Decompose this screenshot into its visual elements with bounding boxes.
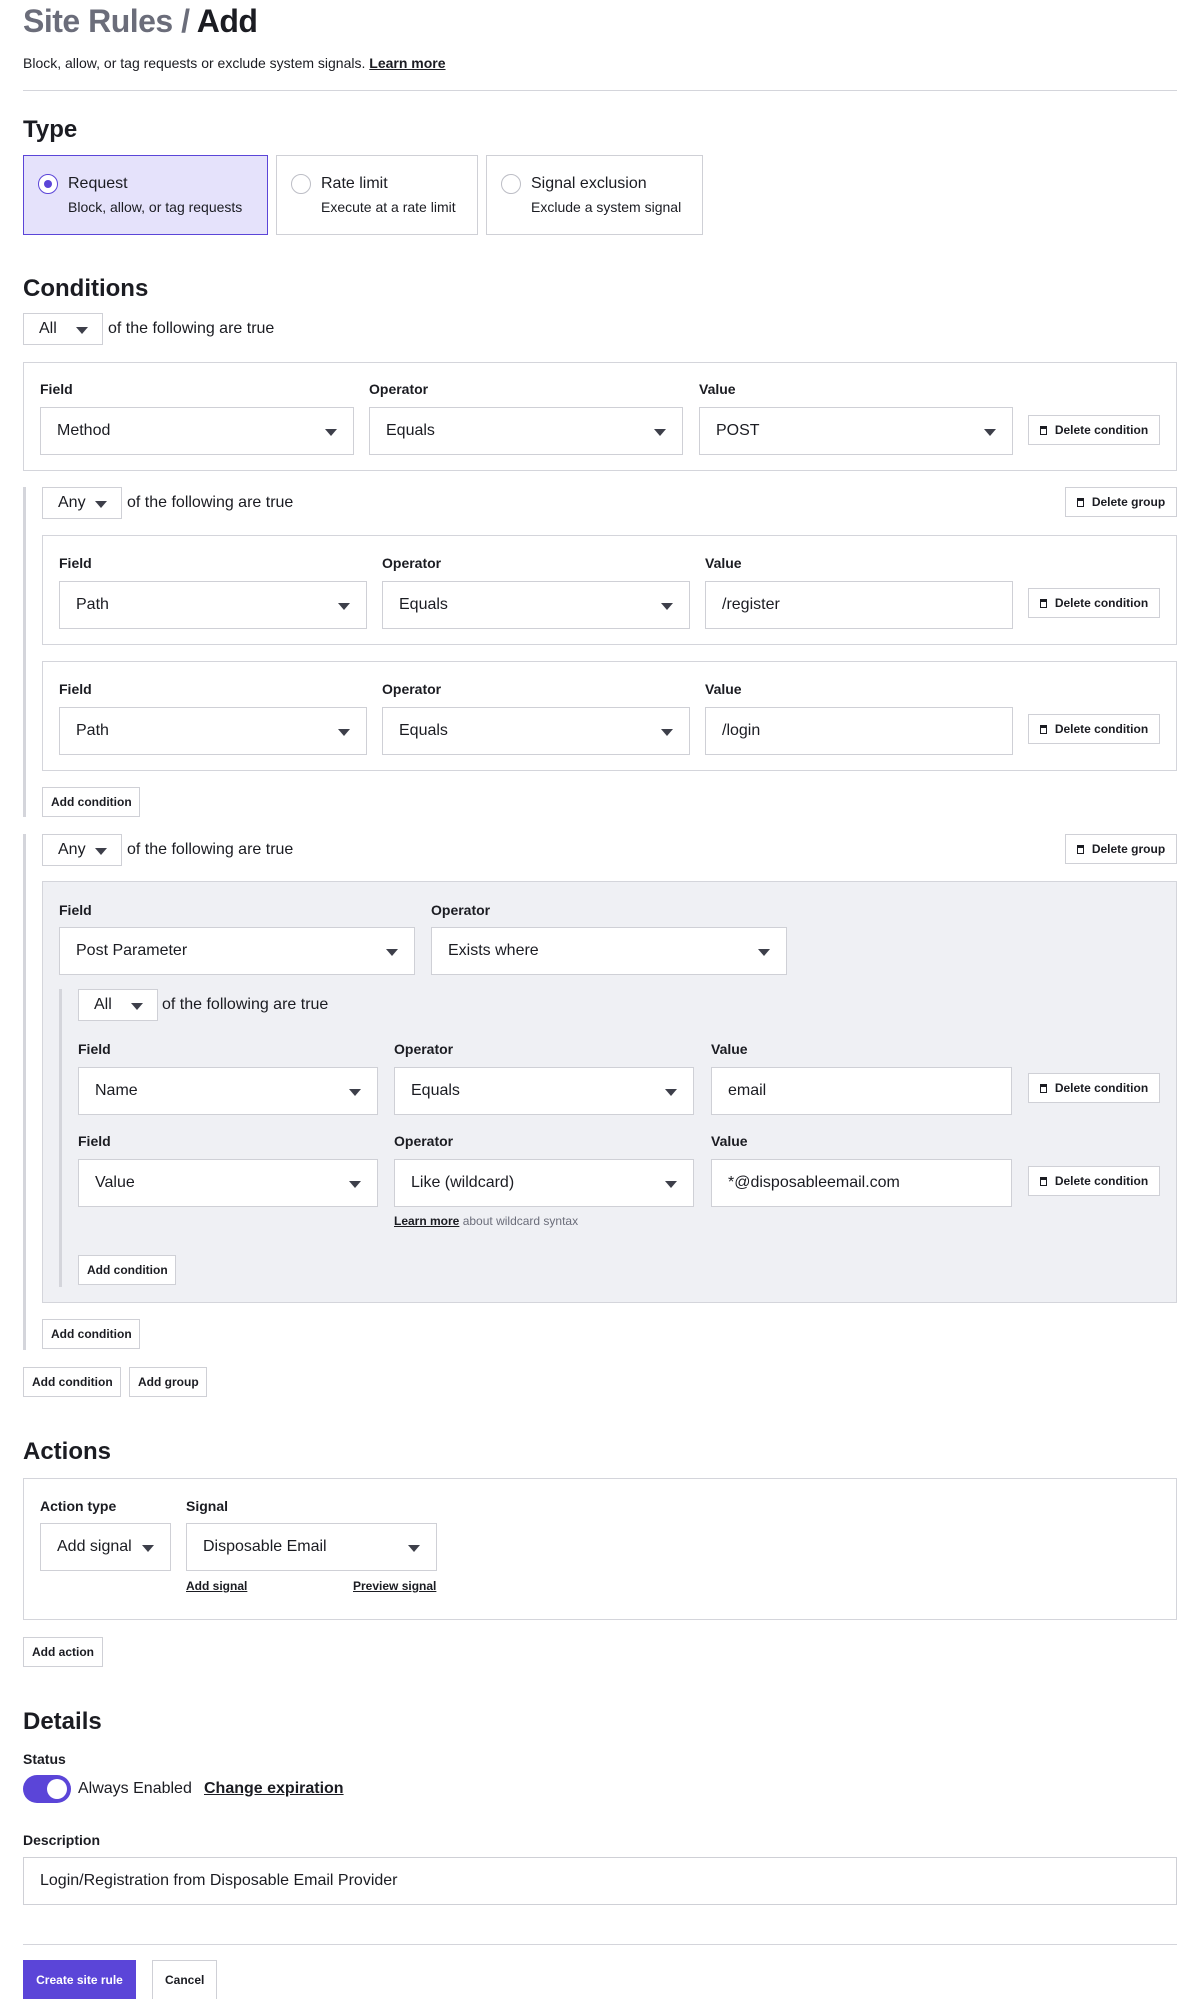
- group-match-mode-value: Any: [58, 841, 86, 858]
- delete-condition-label: Delete condition: [1054, 1174, 1149, 1188]
- field-label: Field: [78, 1041, 111, 1057]
- actions-heading: Actions: [23, 1438, 112, 1465]
- group-indent-line: [23, 487, 26, 817]
- chevron-down-icon: [349, 1181, 361, 1188]
- delete-group-button[interactable]: [1065, 834, 1177, 864]
- value-label: Value: [711, 1133, 748, 1149]
- field-value: Value: [95, 1174, 135, 1191]
- operator-value: Exists where: [448, 942, 539, 959]
- delete-condition-button[interactable]: [1028, 714, 1160, 744]
- delete-condition-label: Delete condition: [1054, 722, 1149, 736]
- field-select[interactable]: [59, 581, 367, 629]
- group-match-suffix: of the following are true: [127, 841, 294, 858]
- type-option-signal-exclusion[interactable]: [486, 155, 703, 235]
- preview-signal-link[interactable]: Preview signal: [353, 1579, 437, 1593]
- delete-condition-label: Delete condition: [1054, 423, 1149, 437]
- field-label: Field: [59, 681, 92, 697]
- field-select[interactable]: [40, 407, 354, 455]
- chevron-down-icon: [338, 729, 350, 736]
- chevron-down-icon: [142, 1545, 154, 1552]
- divider: [23, 90, 1177, 91]
- group-match-mode-value: Any: [58, 494, 86, 511]
- learn-more-link[interactable]: Learn more: [369, 55, 446, 71]
- operator-select[interactable]: [394, 1067, 694, 1115]
- divider: [23, 1944, 1177, 1945]
- operator-label: Operator: [382, 555, 442, 571]
- trash-icon: [1040, 426, 1047, 435]
- operator-select[interactable]: [382, 707, 690, 755]
- operator-label: Operator: [394, 1041, 454, 1057]
- chevron-down-icon: [758, 949, 770, 956]
- chevron-down-icon: [76, 327, 88, 334]
- add-group-button[interactable]: Add group: [129, 1367, 207, 1397]
- delete-condition-button[interactable]: [1028, 415, 1160, 445]
- add-signal-link[interactable]: Add signal: [186, 1579, 248, 1593]
- cancel-button[interactable]: Cancel: [152, 1960, 217, 1999]
- page-subtitle: [23, 55, 446, 71]
- type-option-desc: Exclude a system signal: [531, 199, 682, 215]
- signal-label: Signal: [186, 1498, 229, 1514]
- match-mode-value: All: [39, 320, 57, 337]
- field-value: Path: [76, 596, 109, 613]
- description-input[interactable]: Login/Registration from Disposable Email Provider: [23, 1857, 1177, 1905]
- value-label: Value: [699, 381, 736, 397]
- create-site-rule-button[interactable]: Create site rule: [23, 1960, 136, 1999]
- delete-condition-button[interactable]: [1028, 588, 1160, 618]
- operator-label: Operator: [382, 681, 442, 697]
- add-condition-button[interactable]: Add condition: [42, 787, 140, 817]
- trash-icon: [1077, 845, 1084, 854]
- chevron-down-icon: [131, 1003, 143, 1010]
- delete-condition-label: Delete condition: [1054, 596, 1149, 610]
- action-type-value: Add signal: [57, 1538, 132, 1555]
- subgroup-match-suffix: of the following are true: [162, 996, 329, 1013]
- status-text: Always Enabled: [78, 1780, 192, 1797]
- value-input[interactable]: /register: [705, 581, 1013, 629]
- group-match-mode-select[interactable]: [42, 487, 122, 519]
- chevron-down-icon: [665, 1181, 677, 1188]
- conditions-heading: Conditions: [23, 275, 149, 302]
- operator-select[interactable]: [394, 1159, 694, 1207]
- chevron-down-icon: [661, 729, 673, 736]
- chevron-down-icon: [338, 603, 350, 610]
- field-select[interactable]: [59, 707, 367, 755]
- type-heading: Type: [23, 116, 78, 143]
- chevron-down-icon: [95, 501, 107, 508]
- chevron-down-icon: [408, 1545, 420, 1552]
- chevron-down-icon: [349, 1089, 361, 1096]
- radio-unchecked-icon[interactable]: [291, 174, 311, 194]
- operator-select[interactable]: [369, 407, 683, 455]
- type-option-title: Rate limit: [321, 175, 388, 192]
- field-value: Method: [57, 422, 111, 439]
- group-indent-line: [23, 834, 26, 1350]
- page-title: [23, 3, 257, 40]
- type-option-desc: Execute at a rate limit: [321, 199, 456, 215]
- wildcard-learn-more-link[interactable]: Learn more: [394, 1214, 460, 1228]
- value-input[interactable]: *@disposableemail.com: [711, 1159, 1012, 1207]
- delete-condition-button[interactable]: [1028, 1073, 1160, 1103]
- chevron-down-icon: [95, 848, 107, 855]
- delete-group-label: Delete group: [1091, 842, 1166, 856]
- value-input[interactable]: email: [711, 1067, 1012, 1115]
- type-option-title: Request: [68, 175, 128, 192]
- operator-value: Like (wildcard): [411, 1174, 515, 1191]
- group-match-mode-select[interactable]: [42, 834, 122, 866]
- field-select[interactable]: [78, 1159, 378, 1207]
- trash-icon: [1040, 1177, 1047, 1186]
- operator-select[interactable]: [382, 581, 690, 629]
- value-value: POST: [716, 422, 760, 439]
- chevron-down-icon: [665, 1089, 677, 1096]
- wildcard-hint: [394, 1214, 578, 1228]
- signal-select[interactable]: [186, 1523, 437, 1571]
- field-select[interactable]: [59, 927, 415, 975]
- description-label: Description: [23, 1832, 101, 1848]
- page-title-text: Add: [196, 3, 258, 39]
- delete-group-button[interactable]: [1065, 487, 1177, 517]
- operator-value: Equals: [399, 596, 448, 613]
- subgroup-indent-line: [59, 989, 62, 1287]
- value-select[interactable]: [699, 407, 1013, 455]
- match-mode-select[interactable]: [23, 313, 103, 345]
- breadcrumb-site-rules[interactable]: Site Rules: [23, 3, 173, 39]
- subgroup-match-mode-select[interactable]: [78, 989, 158, 1021]
- field-label: Field: [59, 555, 92, 571]
- delete-condition-button[interactable]: [1028, 1166, 1160, 1196]
- field-value: Post Parameter: [76, 942, 188, 959]
- field-label: Field: [40, 381, 73, 397]
- signal-value: Disposable Email: [203, 1538, 327, 1555]
- type-option-desc: Block, allow, or tag requests: [68, 199, 243, 215]
- operator-select[interactable]: [431, 927, 787, 975]
- chevron-down-icon: [325, 429, 337, 436]
- value-label: Value: [711, 1041, 748, 1057]
- field-value: Name: [95, 1082, 138, 1099]
- chevron-down-icon: [654, 429, 666, 436]
- type-option-title: Signal exclusion: [531, 175, 647, 192]
- delete-condition-label: Delete condition: [1054, 1081, 1149, 1095]
- add-action-button[interactable]: Add action: [23, 1637, 103, 1667]
- trash-icon: [1040, 725, 1047, 734]
- field-label: Field: [59, 902, 92, 918]
- add-condition-button[interactable]: Add condition: [42, 1319, 140, 1349]
- trash-icon: [1040, 1084, 1047, 1093]
- chevron-down-icon: [984, 429, 996, 436]
- breadcrumb-separator: /: [181, 3, 190, 39]
- operator-value: Equals: [399, 722, 448, 739]
- value-input[interactable]: /login: [705, 707, 1013, 755]
- field-value: Path: [76, 722, 109, 739]
- action-type-select[interactable]: [40, 1523, 171, 1571]
- change-expiration-link[interactable]: Change expiration: [204, 1780, 344, 1797]
- radio-checked-icon[interactable]: [38, 174, 58, 194]
- operator-label: Operator: [394, 1133, 454, 1149]
- subtitle-text: Block, allow, or tag requests or exclude system signals.: [23, 55, 366, 71]
- action-type-label: Action type: [40, 1498, 117, 1514]
- value-label: Value: [705, 681, 742, 697]
- value-label: Value: [705, 555, 742, 571]
- group-match-suffix: of the following are true: [127, 494, 294, 511]
- type-option-request[interactable]: [23, 155, 268, 235]
- add-condition-button[interactable]: Add condition: [78, 1255, 176, 1285]
- chevron-down-icon: [661, 603, 673, 610]
- match-suffix: of the following are true: [108, 320, 275, 337]
- status-toggle[interactable]: [23, 1775, 71, 1803]
- status-label: Status: [23, 1751, 66, 1767]
- trash-icon: [1077, 498, 1084, 507]
- field-select[interactable]: [78, 1067, 378, 1115]
- details-heading: Details: [23, 1708, 102, 1735]
- field-label: Field: [78, 1133, 111, 1149]
- type-option-rate-limit[interactable]: [276, 155, 478, 235]
- delete-group-label: Delete group: [1091, 495, 1166, 509]
- radio-unchecked-icon[interactable]: [501, 174, 521, 194]
- add-condition-button[interactable]: Add condition: [23, 1367, 121, 1397]
- trash-icon: [1040, 599, 1047, 608]
- subgroup-match-mode-value: All: [94, 996, 112, 1013]
- operator-label: Operator: [431, 902, 491, 918]
- operator-label: Operator: [369, 381, 429, 397]
- chevron-down-icon: [386, 949, 398, 956]
- operator-value: Equals: [411, 1082, 460, 1099]
- wildcard-hint-text: about wildcard syntax: [462, 1214, 579, 1228]
- operator-value: Equals: [386, 422, 435, 439]
